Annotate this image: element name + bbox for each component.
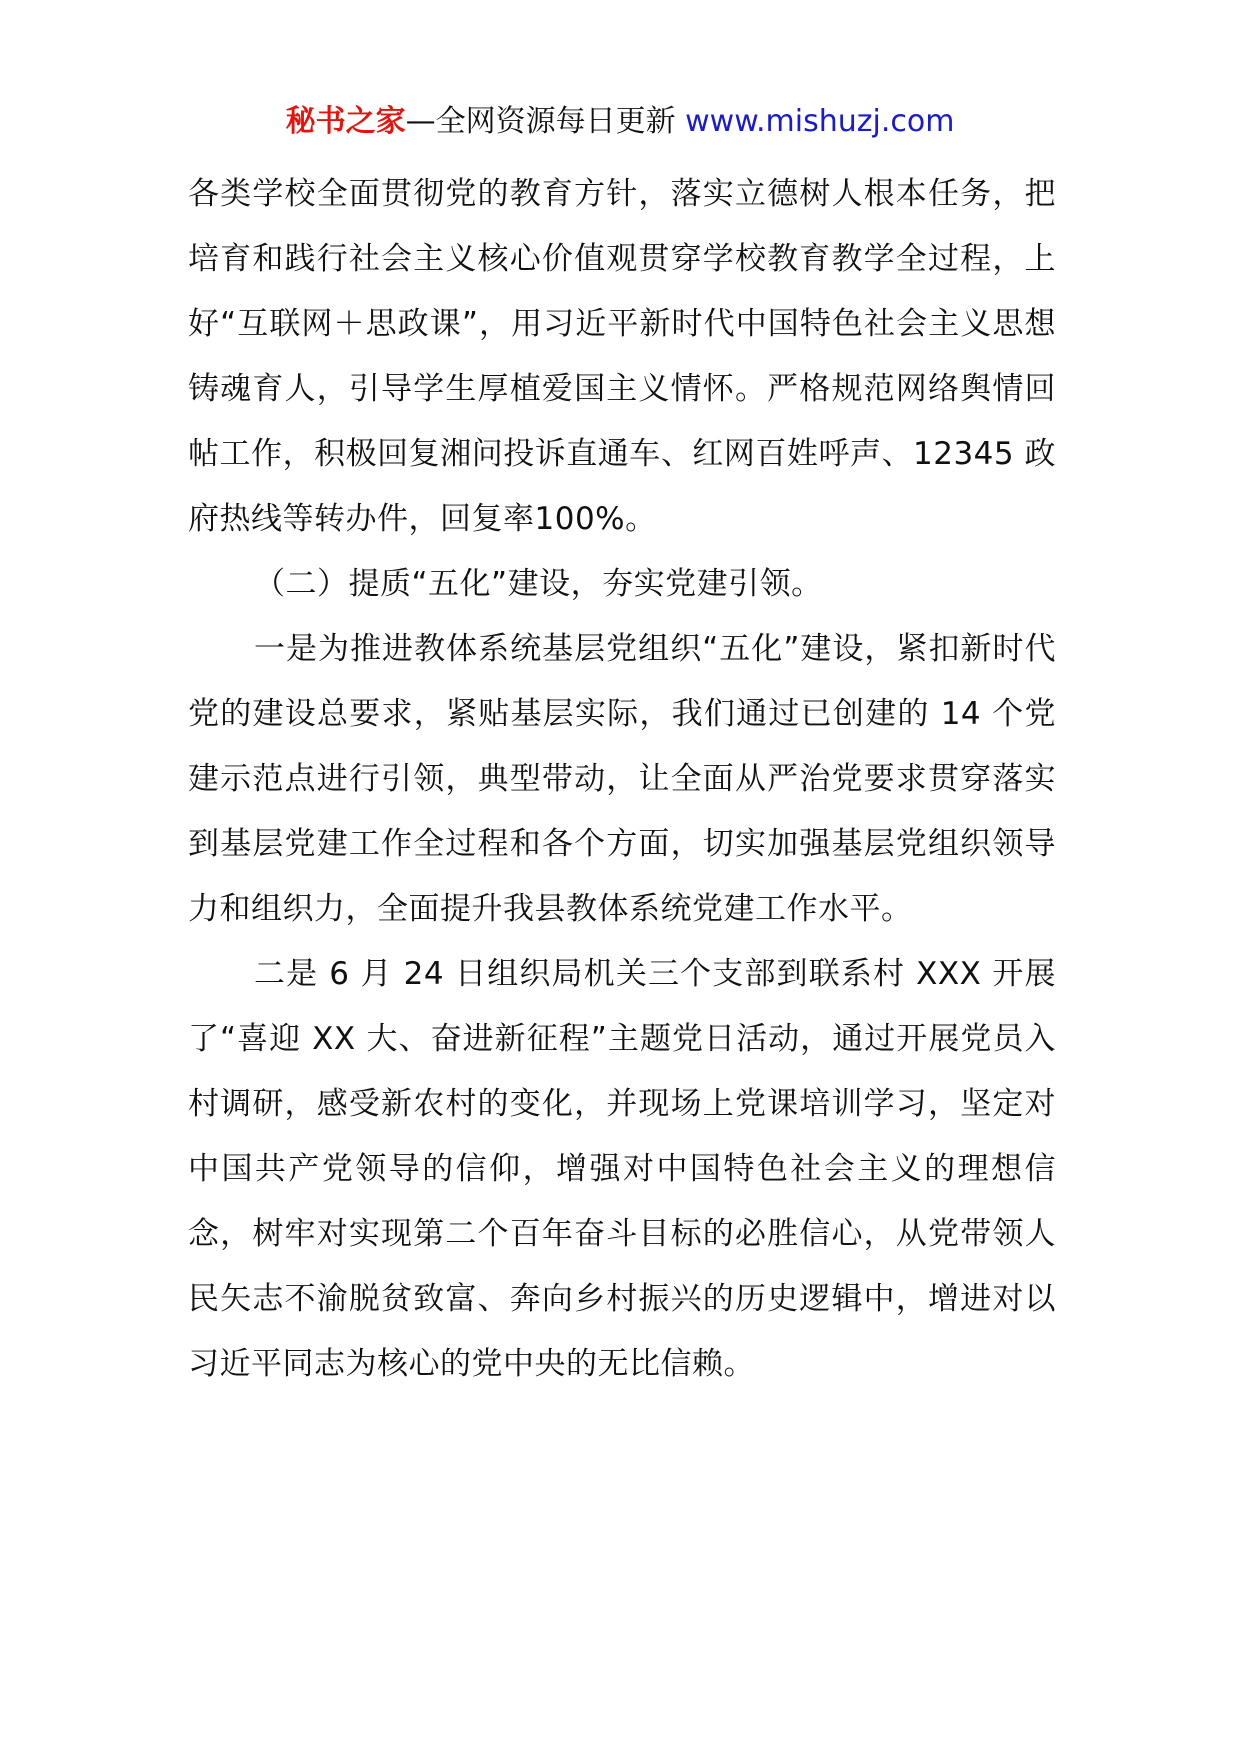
section-heading: （二）提质“五化”建设，夯实党建引领。: [254, 566, 823, 602]
paragraph-item-one: 一是为推进教体系统基层党组织“五化”建设，紧扣新时代党的建设总要求，紧贴基层实际，我们通过已创建的 14 个党建示范点进行引领，典型带动，让全面从严治党要求贯穿落实到基层党建工作全过程和各个方面，切实加强基层党组织领导力和组织力，全面提升我县教体系统党建工作水平。: [188, 631, 1056, 927]
page-header: [0, 102, 1240, 142]
paragraph-continuation: 各类学校全面贯彻党的教育方针，落实立德树人根本任务，把培育和践行社会主义核心价值观贯穿学校教育教学全过程，上好“互联网＋思政课”，用习近平新时代中国特色社会主义思想铸魂育人，引导学生厚植爱国主义情怀。严格规范网络舆情回帖工作，积极回复湘问投诉直通车、红网百姓呼声、12345 政府热线等转办件，回复率100%。: [188, 176, 1056, 537]
brand-name: 秘书之家: [285, 104, 406, 139]
paragraph-item-two: 二是 6 月 24 日组织局机关三个支部到联系村 XXX 开展了“喜迎 XX 大、奋进新征程”主题党日活动，通过开展党员入村调研，感受新农村的变化，并现场上党课培训学习，坚定对中国共产党领导的信仰，增强对中国特色社会主义的理想信念，树牢对实现第二个百年奋斗目标的必胜信心，从党带领人民矢志不渝脱贫致富、奔向乡村振兴的历史逻辑中，增进对以习近平同志为核心的党中央的无比信赖。: [188, 956, 1056, 1382]
header-tagline: —全网资源每日更新: [405, 104, 686, 139]
website-link[interactable]: www.mishuzj.com: [685, 104, 955, 139]
document-body: [188, 162, 1056, 1397]
